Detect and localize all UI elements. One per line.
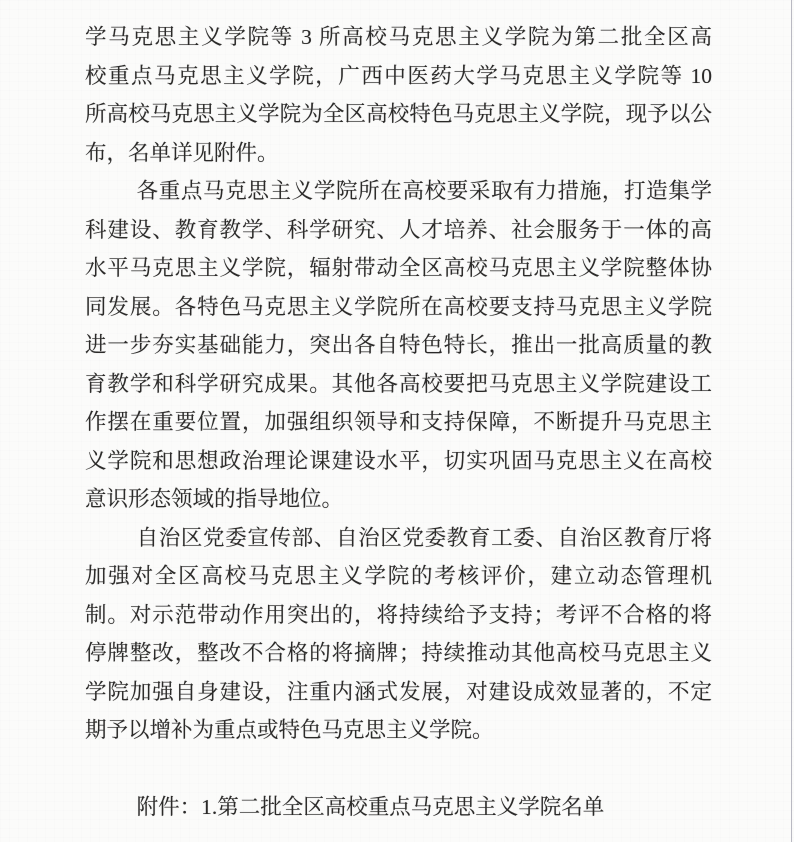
text-line: 科建设、教育教学、科学研究、人才培养、社会服务于一体的高 bbox=[85, 217, 712, 242]
text-line: 学院加强自身建设，注重内涵式发展，对建设成效显著的，不定 bbox=[85, 679, 712, 704]
text-line: 育教学和科学研究成果。其他各高校要把马克思主义学院建设工 bbox=[85, 371, 712, 396]
text-line: 自治区党委宣传部、自治区党委教育工委、自治区教育厅将 bbox=[136, 525, 712, 550]
text-line: 制。对示范带动作用突出的，将持续给予支持；考评不合格的将 bbox=[85, 602, 712, 627]
page-edge-line bbox=[791, 0, 792, 842]
text-line: 所高校马克思主义学院为全区高校特色马克思主义学院，现予以公 bbox=[85, 102, 712, 126]
text-line: 布，名单详见附件。 bbox=[85, 140, 279, 165]
text-line: 水平马克思主义学院，辐射带动全区高校马克思主义学院整体协 bbox=[85, 256, 712, 280]
text-line: 进一步夯实基础能力，突出各自特色特长，推出一批高质量的教 bbox=[85, 333, 712, 357]
text-line: 意识形态领域的指导地位。 bbox=[85, 487, 344, 511]
text-line: 校重点马克思主义学院，广西中医药大学马克思主义学院等 10 bbox=[85, 63, 712, 88]
text-line: 学马克思主义学院等 3 所高校马克思主义学院为第二批全区高 bbox=[85, 25, 712, 49]
text-line: 义学院和思想政治理论课建设水平，切实巩固马克思主义在高校 bbox=[85, 448, 712, 473]
attachment-line: 附件：1.第二批全区高校重点马克思主义学院名单 bbox=[136, 795, 605, 819]
text-line: 期予以增补为重点或特色马克思主义学院。 bbox=[85, 718, 494, 742]
text-line: 同发展。各特色马克思主义学院所在高校要支持马克思主义学院 bbox=[85, 294, 712, 319]
text-line: 加强对全区高校马克思主义学院的考核评价，建立动态管理机 bbox=[85, 564, 712, 588]
text-line: 作摆在重要位置，加强组织领导和支持保障，不断提升马克思主 bbox=[85, 410, 712, 434]
text-line: 停牌整改，整改不合格的将摘牌；持续推动其他高校马克思主义 bbox=[85, 641, 712, 665]
text-line: 各重点马克思主义学院所在高校要采取有力措施，打造集学 bbox=[136, 179, 712, 203]
document-text-block bbox=[85, 18, 712, 827]
